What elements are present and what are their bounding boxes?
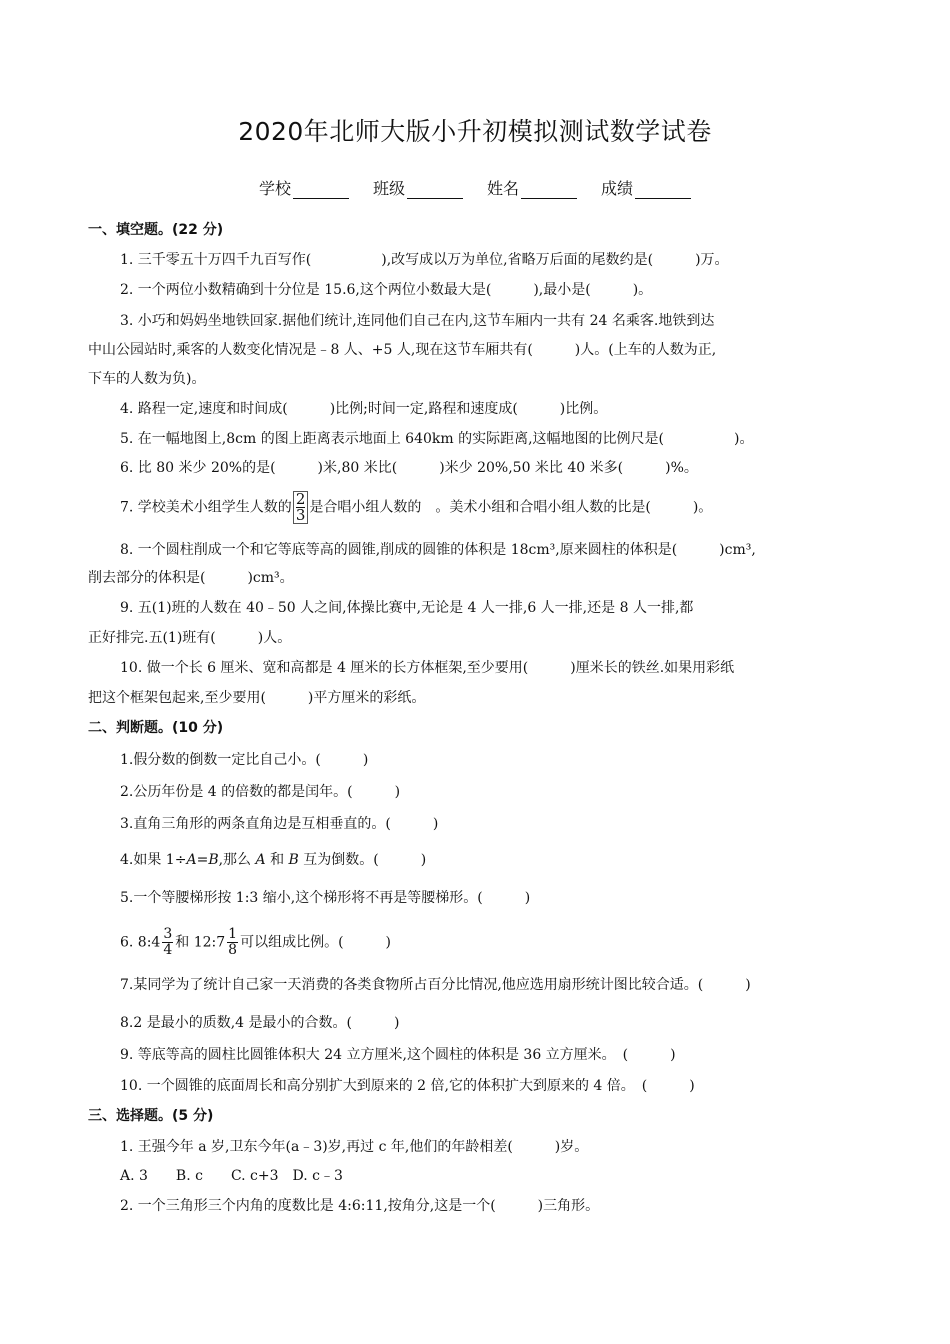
question-2-10: 10. 一个圆锥的底面周长和高分别扩大到原来的 2 倍,它的体积扩大到原来的 4 倍。 ( ) [120,1078,695,1094]
question-1-9-line2: 正好排完.五(1)班有( )人。 [88,630,292,646]
question-2-7: 7.某同学为了统计自己家一天消费的各类食物所占百分比情况,他应选用扇形统计图比较合适。( ) [120,977,751,993]
section-heading-true-false: 二、判断题。(10 分) [88,720,224,736]
question-2-8: 8.2 是最小的质数,4 是最小的合数。( ) [120,1015,400,1031]
class-field: 班级 [373,176,463,199]
question-1-3-line2: 中山公园站时,乘客的人数变化情况是﹣8 人、+5 人,现在这节车厢共有( )人。(上车的人数为正, [88,342,717,358]
question-1-3-line3: 下车的人数为负)。 [88,371,206,387]
score-blank [635,182,691,199]
question-2-4: 4.如果 1÷A=B,那么 A 和 B 互为倒数。( ) [120,852,427,868]
question-2-6: 6. 8:4 $\frac{3}{4}$ 和 12:7 $\frac{1}{8}$ 可以组成比例。( ) [120,926,392,958]
score-field: 成绩 [601,176,691,199]
class-blank [407,182,463,199]
student-info-row [0,176,950,199]
name-field: 姓名 [487,176,577,199]
fraction-three-quarters: $\frac{3}{4}$ [163,926,173,958]
question-1-1: 1. 三千零五十万四千九百写作( ),改写成以万为单位,省略万后面的尾数约是( )万。 [120,252,729,268]
school-blank [293,182,349,199]
question-3-1-options: A. 3 B. c C. c+3 D. c﹣3 [120,1168,343,1184]
fraction-two-thirds: $\frac{2}{3}$ [293,491,309,524]
question-2-1: 1.假分数的倒数一定比自己小。( ) [120,752,369,768]
question-3-1: 1. 王强今年 a 岁,卫东今年(a﹣3)岁,再过 c 年,他们的年龄相差( )岁。 [120,1139,589,1155]
question-1-3-line1: 3. 小巧和妈妈坐地铁回家.据他们统计,连同他们自己在内,这节车厢内一共有 24 名乘客.地铁到达 [120,313,715,329]
section-heading-fill-blank: 一、填空题。(22 分) [88,222,224,238]
question-1-6: 6. 比 80 米少 20%的是( )米,80 米比( )米少 20%,50 米比 40 米多( )%。 [120,460,698,476]
question-1-7: 7. 学校美术小组学生人数的 $\frac{2}{3}$ 是合唱小组人数的 。美术小组和合唱小组人数的比是( )。 [120,490,713,524]
question-1-8-line2: 削去部分的体积是( )cm³。 [88,570,294,586]
question-3-2: 2. 一个三角形三个内角的度数比是 4:6:11,按角分,这是一个( )三角形。 [120,1198,600,1214]
question-1-4: 4. 路程一定,速度和时间成( )比例;时间一定,路程和速度成( )比例。 [120,401,608,417]
question-1-10-line2: 把这个框架包起来,至少要用( )平方厘米的彩纸。 [88,690,426,706]
school-field: 学校 [259,176,349,199]
name-blank [521,182,577,199]
question-2-5: 5.一个等腰梯形按 1:3 缩小,这个梯形将不再是等腰梯形。( ) [120,890,531,906]
page-title: 2020年北师大版小升初模拟测试数学试卷 [238,117,712,146]
question-2-9: 9. 等底等高的圆柱比圆锥体积大 24 立方厘米,这个圆柱的体积是 36 立方厘米。 ( ) [120,1047,676,1063]
fraction-one-eighth: $\frac{1}{8}$ [228,926,238,958]
question-2-3: 3.直角三角形的两条直角边是互相垂直的。( ) [120,816,439,832]
question-1-5: 5. 在一幅地图上,8cm 的图上距离表示地面上 640km 的实际距离,这幅地图的比例尺是( )。 [120,431,754,447]
question-2-2: 2.公历年份是 4 的倍数的都是闰年。( ) [120,784,401,800]
question-1-8-line1: 8. 一个圆柱削成一个和它等底等高的圆锥,削成的圆锥的体积是 18cm³,原来圆柱的体积是( )cm³, [120,542,756,558]
question-1-9-line1: 9. 五(1)班的人数在 40﹣50 人之间,体操比赛中,无论是 4 人一排,6 人一排,还是 8 人一排,都 [120,600,694,616]
question-1-2: 2. 一个两位小数精确到十分位是 15.6,这个两位小数最大是( ),最小是( )。 [120,282,653,298]
question-1-10-line1: 10. 做一个长 6 厘米、宽和高都是 4 厘米的长方体框架,至少要用( )厘米长的铁丝.如果用彩纸 [120,660,735,676]
section-heading-multiple-choice: 三、选择题。(5 分) [88,1108,214,1124]
